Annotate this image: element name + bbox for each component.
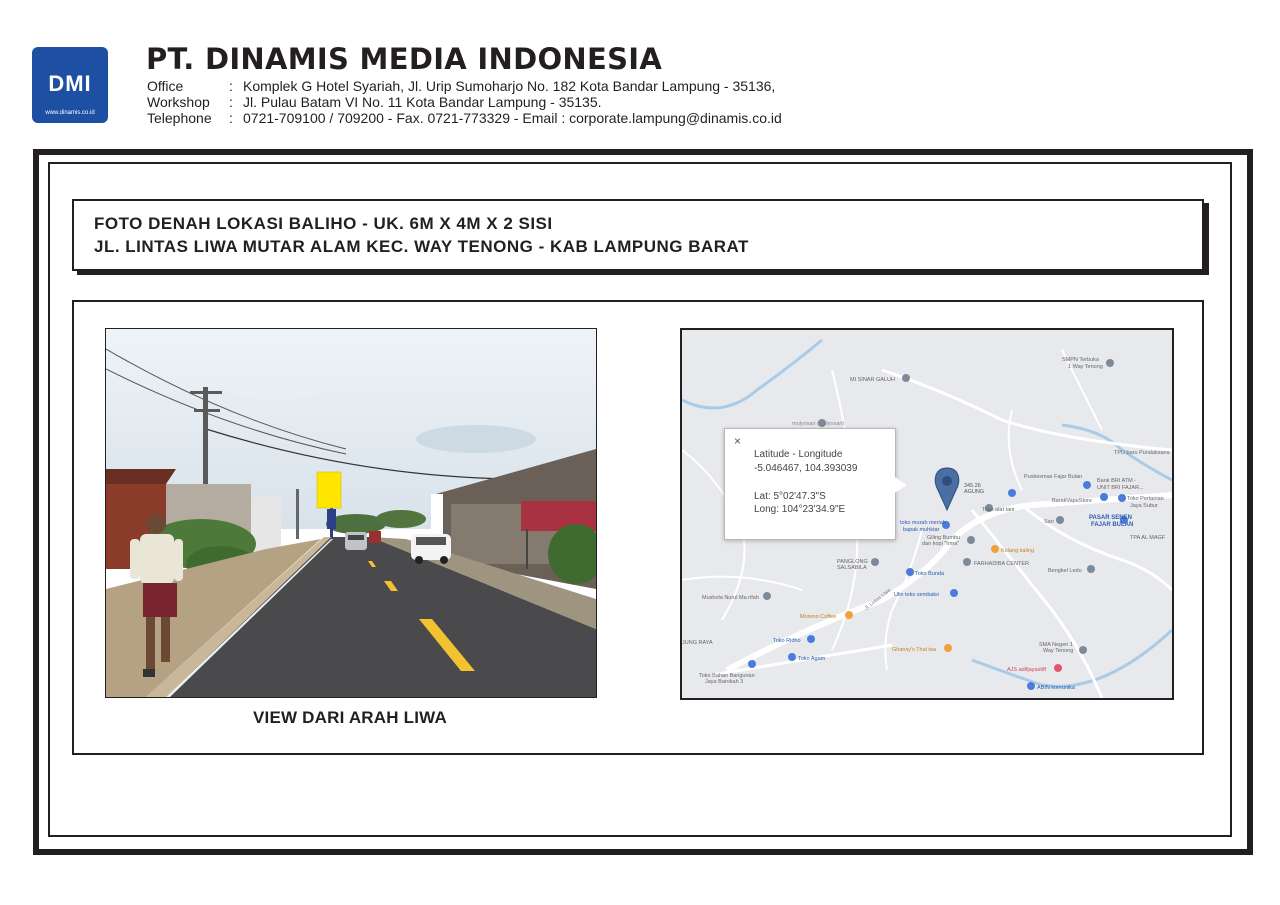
title-line-1: FOTO DENAH LOKASI BALIHO - UK. 6M X 4M X 2 SISI — [94, 214, 553, 233]
svg-text:AJS adifjayastiff: AJS adifjayastiff — [1007, 667, 1047, 673]
contact-info — [147, 78, 782, 126]
svg-text:SMA Negeri 1: SMA Negeri 1 — [1039, 642, 1073, 648]
callout-pointer — [893, 476, 907, 494]
svg-text:Toko Bahan Bangunan: Toko Bahan Bangunan — [699, 673, 755, 679]
svg-text:PASAR SENEN: PASAR SENEN — [1089, 515, 1132, 521]
svg-text:PANGLONG: PANGLONG — [837, 559, 868, 565]
company-name: PT. DINAMIS MEDIA INDONESIA — [146, 42, 663, 76]
contact-label: Workshop — [147, 94, 210, 110]
svg-text:MI SINAR GALUH: MI SINAR GALUH — [850, 377, 895, 383]
svg-text:Puskesmas Fajar Bulan: Puskesmas Fajar Bulan — [1024, 474, 1083, 480]
company-logo — [32, 47, 108, 123]
svg-text:Jaya Subur: Jaya Subur — [1130, 503, 1158, 509]
svg-text:Toko Pertanian: Toko Pertanian — [1127, 496, 1164, 502]
contact-row-telephone — [147, 110, 782, 126]
svg-text:Toko alat tani: Toko alat tani — [982, 507, 1015, 513]
svg-text:AGUNG: AGUNG — [964, 489, 985, 495]
svg-text:Jaya Barokah 3: Jaya Barokah 3 — [705, 679, 744, 685]
svg-text:1 Way Tenong: 1 Way Tenong — [1068, 364, 1103, 370]
svg-text:Jl. Lintas Liwa: Jl. Lintas Liwa — [863, 587, 892, 612]
svg-text:Moreno Coffee: Moreno Coffee — [800, 614, 837, 620]
svg-text:Kolang kaling: Kolang kaling — [1001, 548, 1035, 554]
svg-text:Bengkel Ledu: Bengkel Ledu — [1048, 568, 1082, 574]
logo-url: www.dinamis.co.id — [45, 110, 95, 116]
coordinates-heading: Latitude - Longitude — [754, 449, 843, 460]
svg-text:Toko Agam: Toko Agam — [798, 656, 826, 662]
contact-separator: : — [229, 94, 233, 110]
svg-text:toko murah meriah: toko murah meriah — [900, 520, 946, 526]
svg-text:SALSABILA: SALSABILA — [837, 565, 867, 571]
contact-separator: : — [229, 78, 233, 94]
contact-label: Office — [147, 78, 184, 94]
svg-text:bapak muhktar: bapak muhktar — [903, 527, 940, 533]
svg-text:Ulin toko sembako: Ulin toko sembako — [894, 592, 940, 598]
svg-text:FAJAR BULAN: FAJAR BULAN — [1091, 522, 1134, 528]
svg-text:ABIN komunika: ABIN komunika — [1037, 685, 1075, 691]
svg-text:TPU baru Puralaksana: TPU baru Puralaksana — [1114, 450, 1170, 456]
svg-text:mulyosari (mulyosari): mulyosari (mulyosari) — [792, 421, 845, 427]
svg-text:Bank BRI ATM -: Bank BRI ATM - — [1097, 478, 1137, 484]
contact-row-office — [147, 78, 782, 94]
photo-caption: VIEW DARI ARAH LIWA — [253, 708, 447, 727]
location-map[interactable] — [680, 328, 1174, 700]
contact-value: Komplek G Hotel Syariah, Jl. Urip Sumoharjo No. 182 Kota Bandar Lampung - 35136, — [243, 78, 776, 94]
contact-row-workshop — [147, 94, 782, 110]
location-photo — [105, 328, 597, 698]
svg-text:Giling Bumbu: Giling Bumbu — [927, 535, 961, 541]
svg-text:Mushola Nurul Ma rifah: Mushola Nurul Ma rifah — [702, 595, 759, 601]
contact-value: 0721-709100 / 709200 - Fax. 0721-773329 - Email : corporate.lampung@dinamis.co.id — [243, 110, 782, 126]
svg-text:Toko Bunda: Toko Bunda — [915, 571, 945, 577]
contact-label: Telephone — [147, 110, 212, 126]
svg-text:BarakVapeStore: BarakVapeStore — [1052, 498, 1092, 504]
street-photo-illustration — [106, 329, 596, 697]
svg-text:FARHADIBA CENTER: FARHADIBA CENTER — [974, 561, 1030, 567]
svg-text:dan kopi "Irma": dan kopi "Irma" — [922, 541, 960, 547]
logo-text: DMI — [48, 71, 92, 96]
contact-value: Jl. Pulau Batam VI No. 11 Kota Bandar Lampung - 35135. — [243, 94, 602, 110]
callout-close-icon[interactable]: × — [734, 434, 742, 448]
svg-text:345.26: 345.26 — [964, 483, 981, 489]
coordinates-decimal: -5.046467, 104.393039 — [754, 463, 858, 474]
svg-text:SMPN Terbuka: SMPN Terbuka — [1062, 357, 1099, 363]
svg-text:JUNG RAYA: JUNG RAYA — [682, 640, 713, 646]
coordinates-latitude: Lat: 5°02'47.3"S — [754, 491, 826, 502]
contact-separator: : — [229, 110, 233, 126]
title-box — [72, 199, 1204, 271]
svg-text:Way Tenong: Way Tenong — [1043, 648, 1074, 654]
svg-text:UNIT BRI FAJAR...: UNIT BRI FAJAR... — [1097, 485, 1144, 491]
svg-text:Ghansy's Thai tea: Ghansy's Thai tea — [892, 647, 937, 653]
coordinates-callout — [724, 428, 896, 540]
svg-text:Sari: Sari — [1044, 519, 1054, 525]
coordinates-longitude: Long: 104°23'34.9"E — [754, 504, 846, 515]
svg-text:TPA AL MAGF: TPA AL MAGF — [1130, 535, 1166, 541]
svg-text:Toko Ridho: Toko Ridho — [773, 638, 801, 644]
billboard-marker — [317, 472, 341, 508]
title-line-2: JL. LINTAS LIWA MUTAR ALAM KEC. WAY TENONG - KAB LAMPUNG BARAT — [94, 237, 749, 256]
